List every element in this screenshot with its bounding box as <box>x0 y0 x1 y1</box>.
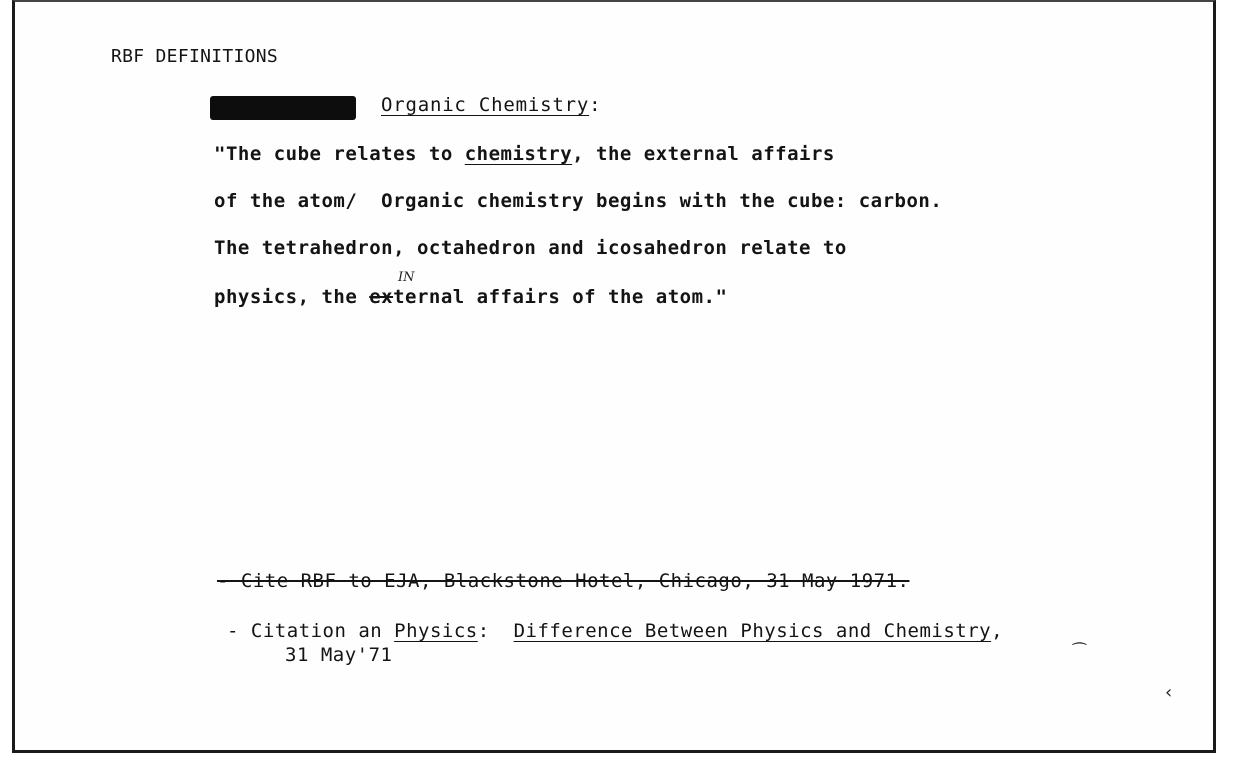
quote-line-4 <box>214 286 727 308</box>
quote-line-1 <box>214 143 835 165</box>
redaction-block <box>210 96 356 120</box>
pen-check-mark: ‹ <box>1165 682 1173 703</box>
quote-line-1-pre: "The cube relates to <box>214 143 465 165</box>
page-title: RBF DEFINITIONS <box>111 46 279 67</box>
quote-chemistry-term: chemistry <box>464 143 573 165</box>
subject-heading: Organic Chemistry <box>381 94 590 116</box>
citation-prefix: - Citation an <box>227 620 395 642</box>
quote-line-1-post: , the external affairs <box>572 143 835 165</box>
handwritten-correction: IN <box>398 270 415 285</box>
citation-colon: : <box>477 620 514 642</box>
subject-suffix: : <box>589 94 602 116</box>
pen-tick-mark: ⁀ <box>1073 642 1086 661</box>
citation-line <box>227 620 1003 642</box>
struck-citation: - Cite RBF to EJA, Blackstone Hotel, Chicago, 31 May 1971. <box>217 570 910 592</box>
citation-date: 31 May'71 <box>285 644 393 666</box>
definition-card <box>12 0 1216 753</box>
citation-physics: Physics <box>394 620 478 642</box>
quote-line-4-post: ternal affairs of the atom." <box>393 286 728 308</box>
entry-subject <box>381 94 601 116</box>
quote-line-3: The tetrahedron, octahedron and icosahedron relate to <box>214 237 847 259</box>
citation-title: Difference Between Physics and Chemistry <box>513 620 992 642</box>
quote-line-2: of the atom/ Organic chemistry begins with the cube: carbon. <box>214 190 943 212</box>
quote-line-4-pre: physics, the <box>214 286 370 308</box>
citation-title-suffix: , <box>991 620 1004 642</box>
struck-letters: ex <box>369 286 394 308</box>
